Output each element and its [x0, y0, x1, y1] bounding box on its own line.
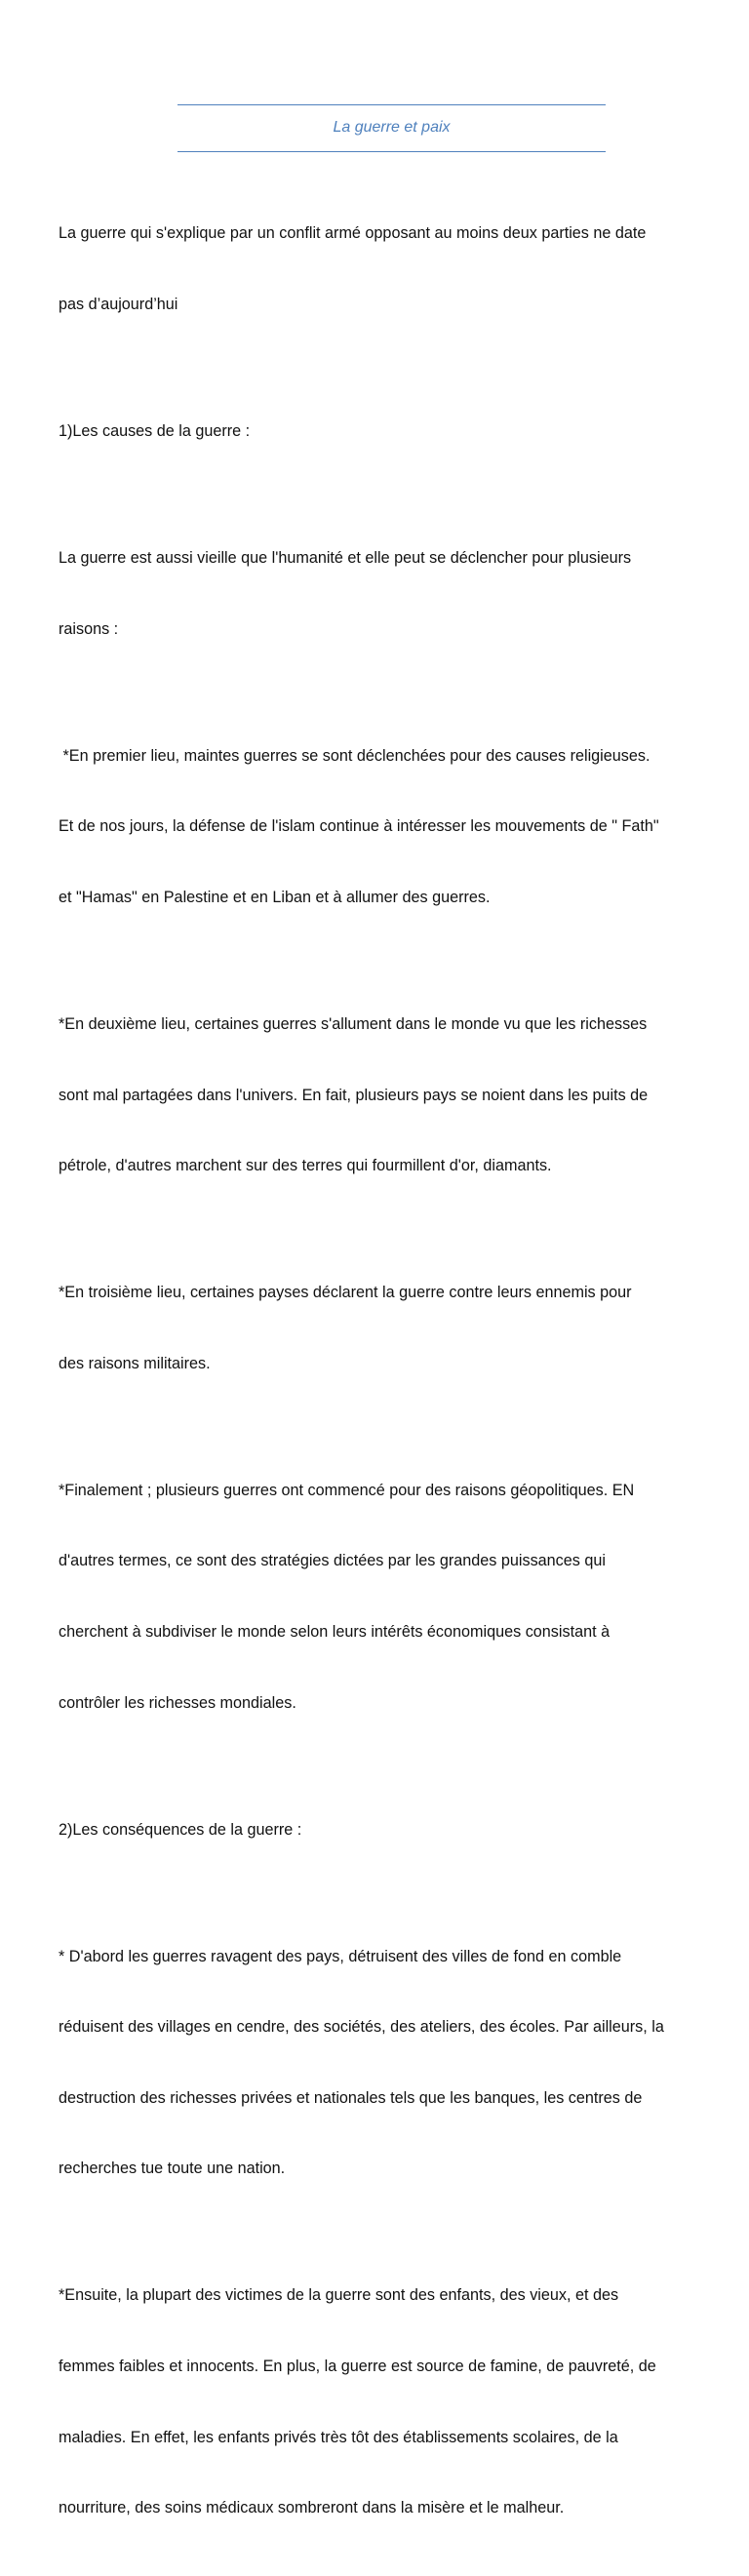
text-line: des raisons militaires.: [59, 1354, 211, 1372]
paragraph-causes-intro: [59, 499, 722, 689]
text-line: pétrole, d'autres marchent sur des terres qui fourmillent d'or, diamants.: [59, 1157, 552, 1175]
text-line: maladies. En effet, les enfants privés très tôt des établissements scolaires, de la: [59, 2428, 618, 2446]
text-line: cherchent à subdiviser le monde selon leurs intérêts économiques consistant à: [59, 1622, 611, 1641]
text-line: *En deuxième lieu, certaines guerres s'allument dans le monde vu que les richesses: [59, 1014, 648, 1033]
text-line: pas d’aujourd’hui: [59, 296, 178, 314]
title-bottom-rule: [177, 151, 606, 152]
text-line: sont mal partagées dans l'univers. En fait, plusieurs pays se noient dans les puits de: [59, 1086, 649, 1104]
paragraph-victims: [59, 2237, 722, 2567]
text-line: destruction des richesses privées et nationales tels que les banques, les centres de: [59, 2088, 643, 2107]
paragraph-religious-causes: [59, 696, 722, 956]
text-line: contrôler les richesses mondiales.: [59, 1693, 296, 1712]
paragraph-economic-causes: [59, 966, 722, 1225]
paragraph-destruction: [59, 1897, 722, 2228]
text-line: * D'abord les guerres ravagent des pays, détruisent des villes de fond en comble: [59, 1947, 622, 1965]
text-line: *Ensuite, la plupart des victimes de la guerre sont des enfants, des vieux, et des: [59, 2286, 619, 2305]
heading-consequences: [59, 1770, 722, 1888]
text-line: 2)Les conséquences de la guerre :: [59, 1820, 302, 1839]
paragraph-intro: [59, 175, 722, 364]
text-line: femmes faibles et innocents. En plus, la guerre est source de famine, de pauvreté, de: [59, 2358, 656, 2376]
text-line: d'autres termes, ce sont des stratégies dictées par les grandes puissances qui: [59, 1552, 606, 1570]
heading-causes: [59, 373, 722, 491]
text-line: réduisent des villages en cendre, des sociétés, des ateliers, des écoles. Par ailleurs, la: [59, 2018, 664, 2037]
text-line: *Finalement ; plusieurs guerres ont commencé pour des raisons géopolitiques. EN: [59, 1481, 635, 1499]
text-line: Et de nos jours, la défense de l'islam continue à intéresser les mouvements de " Fath": [59, 817, 659, 836]
title-block: [177, 104, 606, 152]
document-body: [59, 175, 722, 2576]
text-line: nourriture, des soins médicaux sombreront dans la misère et le malheur.: [59, 2499, 565, 2517]
text-line: et "Hamas" en Palestine et en Liban et à allumer des guerres.: [59, 888, 491, 906]
text-line: La guerre qui s'explique par un conflit armé opposant au moins deux parties ne date: [59, 224, 647, 243]
text-line: La guerre est aussi vieille que l'humanité et elle peut se déclencher pour plusieurs: [59, 549, 632, 568]
paragraph-military-causes: [59, 1234, 722, 1423]
text-line: *En premier lieu, maintes guerres se sont déclenchées pour des causes religieuses.: [59, 746, 650, 765]
document-title: La guerre et paix: [333, 119, 451, 136]
text-line: 1)Les causes de la guerre :: [59, 422, 251, 441]
paragraph-geopolitical-causes: [59, 1431, 722, 1762]
text-line: recherches tue toute une nation.: [59, 2160, 286, 2178]
title-top-rule: [177, 104, 606, 105]
text-line: *En troisième lieu, certaines payses déclarent la guerre contre leurs ennemis pour: [59, 1284, 632, 1302]
text-line: raisons :: [59, 619, 119, 638]
